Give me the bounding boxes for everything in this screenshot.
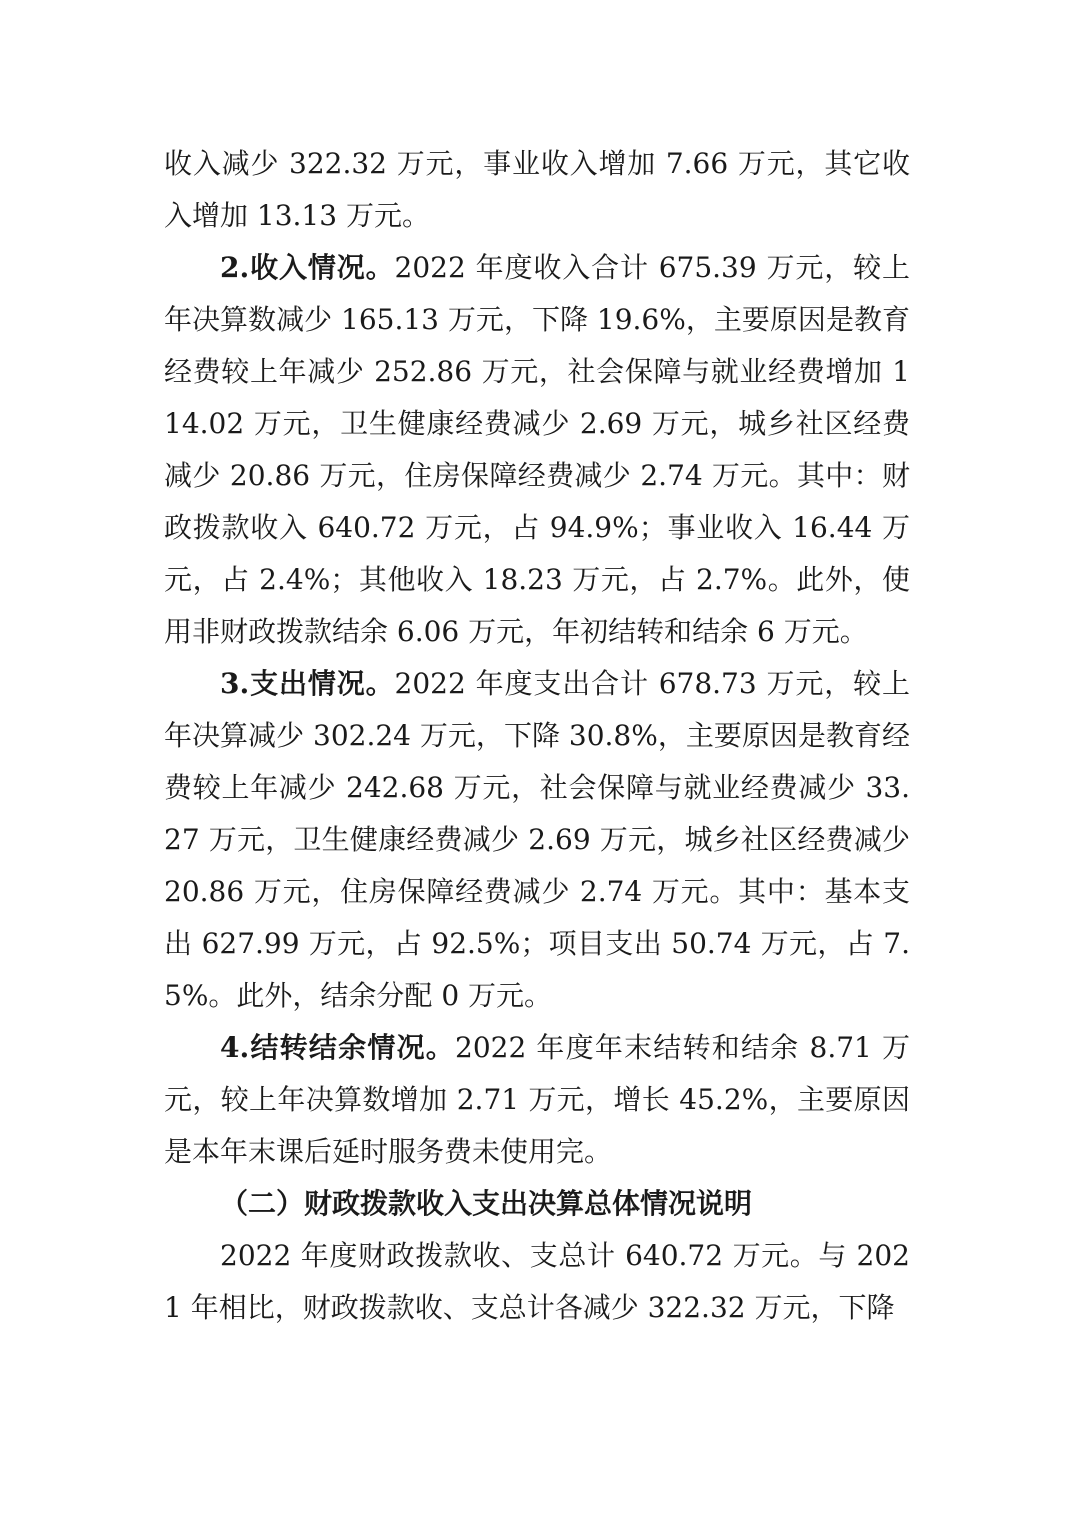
paragraph-lead: 3.支出情况。 [220,667,395,700]
section-heading: （二）财政拨款收入支出决算总体情况说明 [220,1187,753,1220]
paragraph-text: 2022 年度收入合计 675.39 万元，较上年决算数减少 165.13 万元，下降 19.6%，主要原因是教育经费较上年减少 252.86 万元，社会保障与就业经费增加 114.02 万元，卫生健康经费减少 2.69 万元，城乡社区经费减少 20.86 万元，住房保障经费减少 2.74 万元。其中：财政拨款收入 640.72 万元，占 94.9%；事业收入 16.44 万元，占 2.4%；其他收入 18.23 万元，占 2.7%。此外，使用非财政拨款结余 6.06 万元，年初结转和结余 6 万元。 [164,251,910,648]
paragraph-lead: 2.收入情况。 [220,251,395,284]
paragraph-expenditure [164,658,910,1022]
paragraph-text: 2022 年度年末结转和结余 8.71 万元，较上年决算数增加 2.71 万元，增长 45.2%，主要原因是本年末课后延时服务费未使用完。 [164,1031,910,1168]
paragraph-carryover [164,1022,910,1178]
paragraph-continued [164,138,910,242]
paragraph-text: 2022 年度财政拨款收、支总计 640.72 万元。与 2021 年相比，财政拨款收、支总计各减少 322.32 万元，下降 [164,1239,910,1324]
paragraph-income [164,242,910,658]
paragraph-text: 2022 年度支出合计 678.73 万元，较上年决算减少 302.24 万元，下降 30.8%，主要原因是教育经费较上年减少 242.68 万元，社会保障与就业经费减少 33.27 万元，卫生健康经费减少 2.69 万元，城乡社区经费减少 20.86 万元，住房保障经费减少 2.74 万元。其中：基本支出 627.99 万元，占 92.5%；项目支出 50.74 万元，占 7.5%。此外，结余分配 0 万元。 [164,667,910,1012]
paragraph-lead: 4.结转结余情况。 [220,1031,456,1064]
paragraph-text: 收入减少 322.32 万元，事业收入增加 7.66 万元，其它收入增加 13.13 万元。 [164,147,910,232]
document-body [164,138,910,1334]
paragraph-fiscal-summary [164,1230,910,1334]
